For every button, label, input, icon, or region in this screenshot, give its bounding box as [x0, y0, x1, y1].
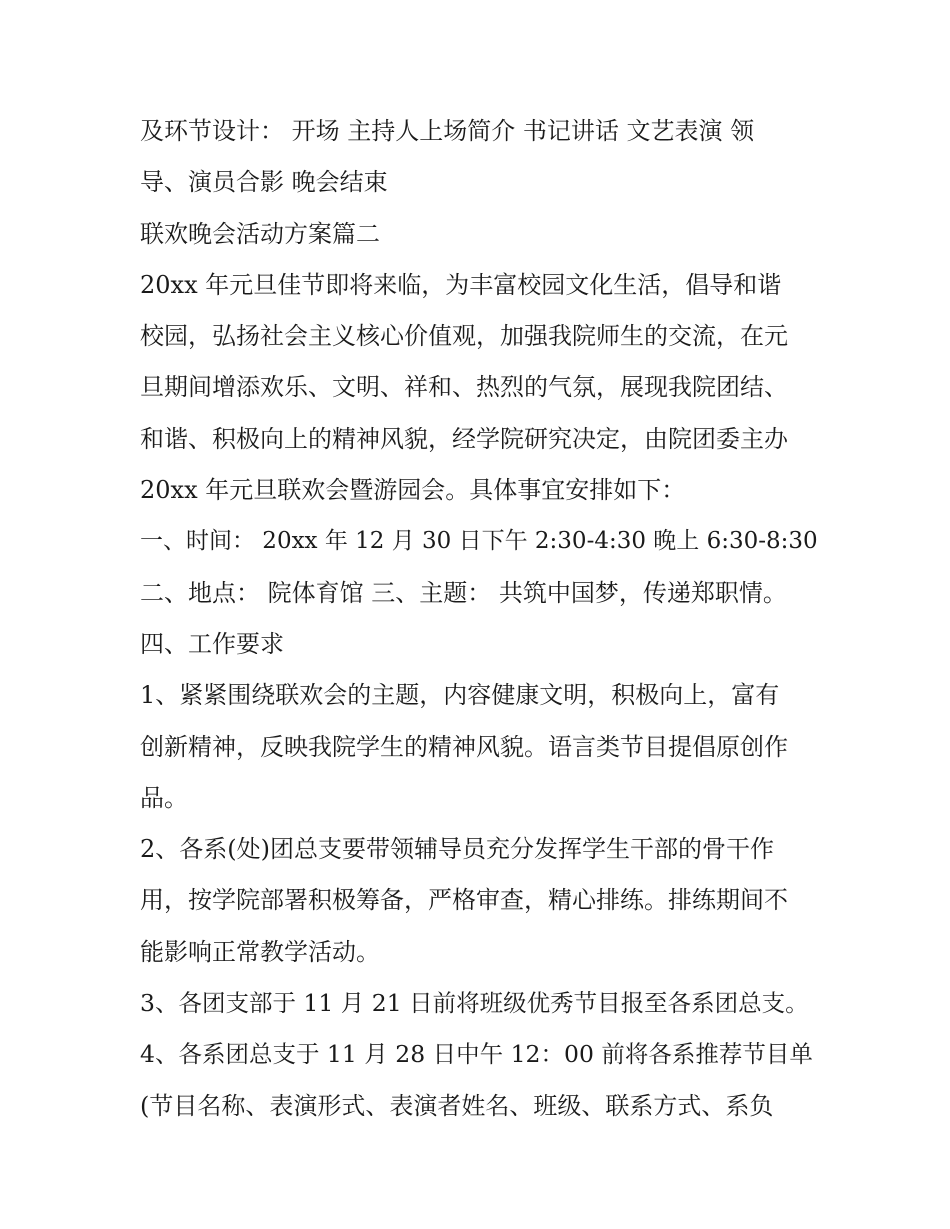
text-line: 品。: [140, 783, 188, 812]
text-line: 二、地点： 院体育馆 三、主题： 共筑中国梦，传递郑职情。: [140, 578, 787, 607]
text-line: 校园，弘扬社会主义核心价值观，加强我院师生的交流，在元: [140, 322, 788, 351]
section-heading: 四、工作要求: [140, 629, 284, 658]
text-line: 能影响正常教学活动。: [140, 937, 380, 966]
text-line: 创新精神，反映我院学生的精神风貌。语言类节目提倡原创作: [140, 732, 788, 761]
text-line: 3、各团支部于 11 月 21 日前将班级优秀节目报至各系团总支。: [140, 989, 809, 1018]
text-line: 旦期间增添欢乐、文明、祥和、热烈的气氛，展现我院团结、: [140, 373, 788, 402]
section-heading: 联欢晚会活动方案篇二: [140, 219, 380, 248]
text-line: 及环节设计： 开场 主持人上场简介 书记讲话 文艺表演 领: [140, 117, 755, 145]
text-line: 20xx 年元旦佳节即将来临，为丰富校园文化生活，倡导和谐: [140, 270, 782, 299]
text-line: 和谐、积极向上的精神风貌，经学院研究决定，由院团委主办: [140, 424, 788, 453]
text-line: 4、各系团总支于 11 月 28 日中午 12：00 前将各系推荐节目单: [140, 1040, 813, 1069]
text-line: 1、紧紧围绕联欢会的主题，内容健康文明，积极向上，富有: [140, 681, 780, 710]
document-body: [140, 106, 820, 1132]
text-line: 一、时间： 20xx 年 12 月 30 日下午 2:30-4:30 晚上 6:30-8:30: [140, 528, 818, 555]
text-line: 用，按学院部署积极筹备，严格审查，精心排练。排练期间不: [140, 886, 788, 915]
text-line: 20xx 年元旦联欢会暨游园会。具体事宜安排如下：: [140, 476, 686, 505]
text-line: (节目名称、表演形式、表演者姓名、班级、联系方式、系负: [140, 1091, 774, 1120]
text-line: 2、各系(处)团总支要带领辅导员充分发挥学生干部的骨干作: [140, 835, 774, 864]
text-line: 导、演员合影 晚会结束: [140, 168, 388, 197]
